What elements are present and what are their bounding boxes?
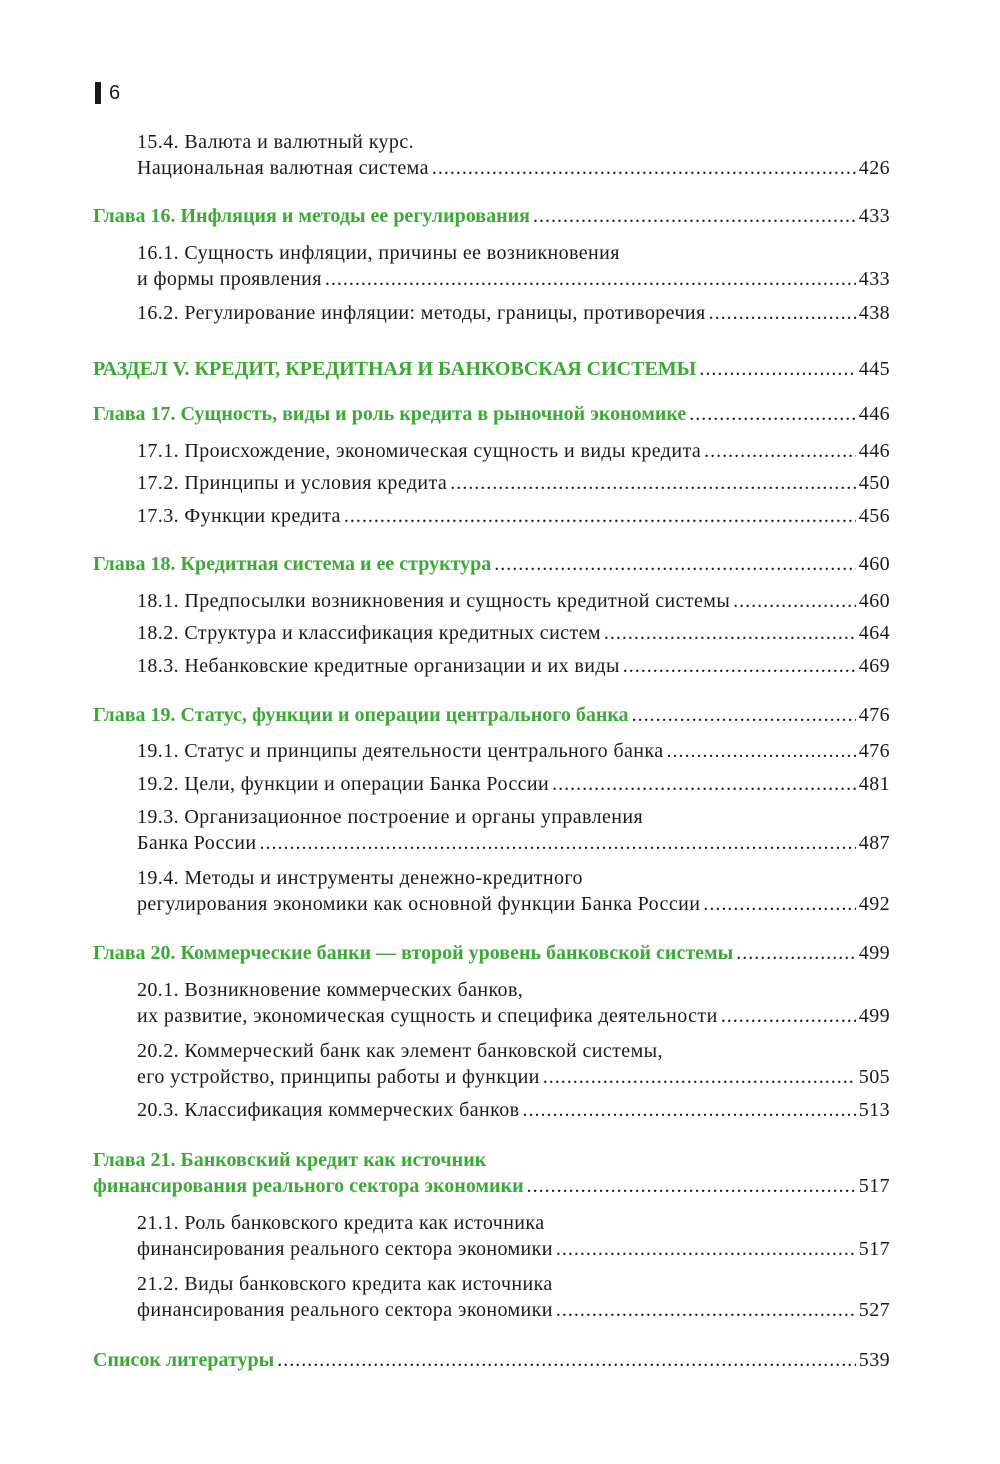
toc-page-number: 481 [858, 773, 890, 795]
page-number: 6 [109, 81, 121, 104]
leader-dots [632, 702, 856, 728]
leader-dots [344, 503, 856, 529]
toc-page-number: 446 [858, 403, 890, 425]
toc-page-number: 438 [858, 302, 890, 324]
leader-dots [667, 738, 856, 764]
leader-dots [527, 1173, 856, 1199]
leader-dots [533, 203, 856, 229]
toc-page-number: 499 [858, 1005, 890, 1027]
toc-page-number: 517 [858, 1238, 890, 1260]
toc-chapter-line: Глава 21. Банковский кредит как источник [93, 1149, 487, 1171]
toc-entry-line: 19.4. Методы и инструменты денежно-кредитного [137, 867, 583, 889]
toc-entry-title: 17.3. Функции кредита [137, 505, 341, 527]
toc-chapter-title: финансирования реального сектора экономики [93, 1175, 524, 1197]
leader-dots [704, 438, 856, 464]
toc-chapter-19[interactable] [93, 702, 890, 728]
toc-entry-21-1[interactable] [137, 1210, 890, 1262]
toc-entry-17-2[interactable] [137, 470, 890, 496]
toc-page-number: 433 [858, 205, 890, 227]
toc-entry-title: 18.3. Небанковские кредитные организации и их виды [137, 655, 620, 677]
toc-page-number: 476 [858, 740, 890, 762]
toc-entry-title: 16.2. Регулирование инфляции: методы, границы, противоречия [137, 302, 706, 324]
leader-dots [543, 1064, 856, 1090]
leader-dots [556, 1297, 856, 1323]
toc-entry-18-3[interactable] [137, 653, 890, 679]
toc-page-number: 499 [858, 942, 890, 964]
toc-entry-title: 19.2. Цели, функции и операции Банка России [137, 773, 550, 795]
toc-entry-line: 20.1. Возникновение коммерческих банков, [137, 979, 524, 1001]
toc-page-number: 456 [858, 505, 890, 527]
toc-page-number: 505 [858, 1066, 890, 1088]
toc-entry-16-1[interactable] [137, 240, 890, 292]
toc-page-number: 476 [858, 704, 890, 726]
leader-dots [556, 1236, 856, 1262]
toc-page-number: 527 [858, 1299, 890, 1321]
page-header [95, 82, 120, 104]
leader-dots [552, 771, 856, 797]
toc-chapter-title: Глава 16. Инфляция и методы ее регулирования [93, 205, 530, 227]
toc-entry-19-4[interactable] [137, 865, 890, 917]
leader-dots [432, 155, 856, 181]
toc-chapter-16[interactable] [93, 203, 890, 229]
toc-entry-20-1[interactable] [137, 977, 890, 1029]
leader-dots [450, 470, 856, 496]
toc-chapter-17[interactable] [93, 401, 890, 427]
toc-entry-21-2[interactable] [137, 1271, 890, 1323]
toc-page-number: 460 [858, 553, 890, 575]
leader-dots [494, 551, 856, 577]
toc-entry-19-2[interactable] [137, 771, 890, 797]
toc-chapter-title: Глава 19. Статус, функции и операции центрального банка [93, 704, 629, 726]
leader-dots [623, 653, 856, 679]
toc-entry-20-3[interactable] [137, 1097, 890, 1123]
leader-dots [721, 1003, 856, 1029]
toc-page-number: 517 [858, 1175, 890, 1197]
toc-page-number: 513 [858, 1099, 890, 1121]
toc-page-number: 426 [858, 157, 890, 179]
toc-chapter-18[interactable] [93, 551, 890, 577]
toc-entry-line: 16.1. Сущность инфляции, причины ее возникновения [137, 242, 620, 264]
toc-chapter-title: Список литературы [93, 1349, 275, 1371]
page-marker-bar [95, 82, 101, 104]
leader-dots [733, 588, 856, 614]
toc-entry-line: 21.1. Роль банковского кредита как источника [137, 1212, 545, 1234]
leader-dots [522, 1097, 855, 1123]
leader-dots [703, 891, 855, 917]
toc-chapter-21[interactable] [93, 1147, 890, 1199]
toc-entry-title: финансирования реального сектора экономики [137, 1299, 553, 1321]
toc-section-5[interactable] [93, 356, 890, 382]
toc-entry-title: 18.2. Структура и классификация кредитных систем [137, 622, 601, 644]
toc-entry-title: регулирования экономики как основной функции Банка России [137, 893, 701, 915]
toc-entry-15-4[interactable] [137, 129, 890, 181]
toc-chapter-title: Глава 17. Сущность, виды и роль кредита в рыночной экономике [93, 403, 687, 425]
toc-entry-title: Банка России [137, 832, 257, 854]
toc-entry-17-1[interactable] [137, 438, 890, 464]
toc-page-number: 433 [858, 268, 890, 290]
leader-dots [259, 830, 855, 856]
toc-entry-title: 20.3. Классификация коммерческих банков [137, 1099, 520, 1121]
toc-entry-18-1[interactable] [137, 588, 890, 614]
toc-page-number: 460 [858, 590, 890, 612]
toc-page-number: 539 [858, 1349, 890, 1371]
toc-page-number: 469 [858, 655, 890, 677]
toc-entry-line: 15.4. Валюта и валютный курс. [137, 131, 415, 153]
toc-entry-title: их развитие, экономическая сущность и специфика деятельности [137, 1005, 718, 1027]
toc-entry-title: финансирования реального сектора экономики [137, 1238, 553, 1260]
toc-page-number: 446 [858, 440, 890, 462]
leader-dots [699, 356, 855, 382]
toc-entry-19-3[interactable] [137, 804, 890, 856]
toc-chapter-title: Глава 18. Кредитная система и ее структура [93, 553, 492, 575]
toc-page-number: 487 [858, 832, 890, 854]
toc-entry-title: его устройство, принципы работы и функции [137, 1066, 540, 1088]
toc-entry-title: Национальная валютная система [137, 157, 429, 179]
toc-chapter-20[interactable] [93, 940, 890, 966]
leader-dots [325, 266, 856, 292]
toc-chapter-title: Глава 20. Коммерческие банки — второй уровень банковской системы [93, 942, 734, 964]
leader-dots [736, 940, 856, 966]
leader-dots [277, 1347, 856, 1373]
toc-entry-title: 18.1. Предпосылки возникновения и сущность кредитной системы [137, 590, 731, 612]
toc-entry-line: 19.3. Организационное построение и органы управления [137, 806, 644, 828]
leader-dots [689, 401, 856, 427]
leader-dots [604, 620, 856, 646]
toc-references[interactable] [93, 1347, 890, 1373]
toc-page-number: 450 [858, 472, 890, 494]
toc-entry-title: и формы проявления [137, 268, 322, 290]
toc-section-title: РАЗДЕЛ V. КРЕДИТ, КРЕДИТНАЯ И БАНКОВСКАЯ СИСТЕМЫ [93, 358, 697, 380]
toc-entry-line: 21.2. Виды банковского кредита как источника [137, 1273, 553, 1295]
toc-entry-line: 20.2. Коммерческий банк как элемент банковской системы, [137, 1040, 663, 1062]
toc-entry-title: 19.1. Статус и принципы деятельности центрального банка [137, 740, 664, 762]
toc-entry-18-2[interactable] [137, 620, 890, 646]
toc-entry-16-2[interactable] [137, 300, 890, 326]
toc-entry-title: 17.2. Принципы и условия кредита [137, 472, 448, 494]
toc-page-number: 492 [858, 893, 890, 915]
toc-entry-title: 17.1. Происхождение, экономическая сущность и виды кредита [137, 440, 702, 462]
toc-entry-19-1[interactable] [137, 738, 890, 764]
toc-entry-17-3[interactable] [137, 503, 890, 529]
toc-entry-20-2[interactable] [137, 1038, 890, 1090]
leader-dots [709, 300, 856, 326]
toc-page-number: 464 [858, 622, 890, 644]
toc-page-number: 445 [858, 358, 890, 380]
